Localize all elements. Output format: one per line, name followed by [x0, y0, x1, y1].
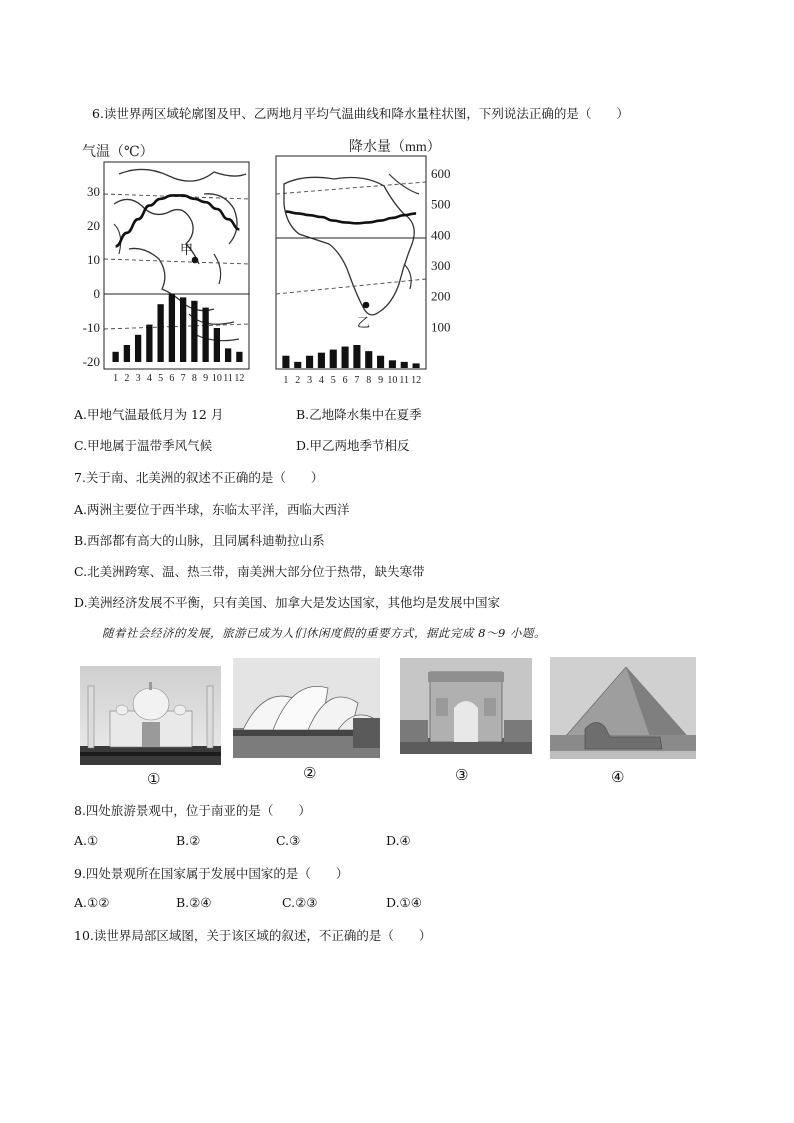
temp-bar — [236, 352, 242, 362]
left-month-label: 11 — [223, 373, 233, 384]
right-month-label: 8 — [366, 375, 372, 386]
left-month-label: 3 — [135, 373, 141, 384]
left-month-label: 5 — [158, 373, 164, 384]
left-month-label: 4 — [146, 373, 152, 384]
right-axis-title: 降水量（mm） — [349, 140, 441, 155]
precip-bar — [365, 351, 372, 368]
temp-tick-label: -20 — [82, 354, 100, 369]
photo-sydney-opera-house — [233, 658, 380, 758]
precip-bar — [377, 356, 384, 368]
temp-bar — [169, 294, 175, 362]
q6-option-a[interactable]: A.甲地气温最低月为 12 月 — [74, 407, 224, 422]
temp-bar — [124, 345, 130, 362]
q7-option-d[interactable]: D.美洲经济发展不平衡，只有美国、加拿大是发达国家，其他均是发展中国家 — [74, 595, 501, 610]
q6-option-b[interactable]: B.乙地降水集中在夏季 — [296, 407, 422, 422]
temp-tick-label: 10 — [87, 252, 100, 267]
q9-option-d[interactable]: D.①④ — [386, 895, 422, 910]
left-month-label: 9 — [203, 373, 209, 384]
precip-tick-label: 500 — [431, 196, 451, 212]
temp-bar — [180, 297, 186, 362]
q7-option-a[interactable]: A.两洲主要位于西半球，东临太平洋，西临大西洋 — [74, 502, 350, 517]
label-jia: 甲 — [180, 242, 194, 257]
right-month-label: 12 — [411, 375, 422, 386]
left-month-label: 12 — [234, 373, 245, 384]
precip-tick-label: 100 — [431, 319, 451, 335]
q6-option-c[interactable]: C.甲地属于温带季风气候 — [74, 438, 213, 453]
temp-tick-label: -10 — [82, 320, 100, 335]
temp-bar — [157, 304, 163, 362]
right-month-label: 3 — [307, 375, 313, 386]
yi-point — [363, 302, 370, 309]
q6-stem: 6.读世界两区域轮廓图及甲、乙两地月平均气温曲线和降水量柱状图，下列说法正确的是（ ） — [92, 106, 629, 121]
left-month-labels — [113, 373, 244, 384]
temp-bar — [202, 308, 208, 362]
temp-bar — [191, 301, 197, 362]
right-month-label: 2 — [295, 375, 301, 386]
caption-1: ① — [147, 770, 161, 788]
precip-bar — [282, 356, 289, 368]
right-month-label: 11 — [399, 375, 410, 386]
precip-bar — [330, 350, 337, 368]
right-month-label: 7 — [354, 375, 360, 386]
q8-9-intro: 随着社会经济的发展，旅游已成为人们休闲度假的重要方式，据此完成 8～9 小题。 — [102, 626, 546, 640]
precip-bar — [318, 353, 325, 368]
temp-tick-label: 0 — [93, 286, 100, 301]
q6-option-d[interactable]: D.甲乙两地季节相反 — [296, 438, 410, 453]
photo-pyramid-sphinx — [550, 657, 696, 759]
right-month-label: 6 — [342, 375, 348, 386]
temp-bar — [214, 328, 220, 362]
q9-option-b[interactable]: B.②④ — [176, 895, 212, 910]
left-month-label: 10 — [211, 373, 222, 384]
q10-stem: 10.读世界局部区域图，关于该区域的叙述，不正确的是（ ） — [74, 928, 432, 943]
right-map-panel — [276, 156, 426, 369]
left-map-panel — [104, 162, 249, 369]
photo-taj-mahal — [80, 666, 221, 765]
q8-option-c[interactable]: C.③ — [276, 833, 301, 848]
left-month-label: 1 — [113, 373, 119, 384]
left-axis-title: 气温（℃） — [82, 145, 154, 160]
q9-stem: 9.四处景观所在国家属于发展中国家的是（ ） — [74, 866, 349, 881]
label-yi: 乙 — [357, 315, 371, 330]
q9-option-c[interactable]: C.②③ — [282, 895, 318, 910]
temp-axis — [83, 184, 100, 369]
q7-option-b[interactable]: B.西部都有高大的山脉，且同属科迪勒拉山系 — [74, 533, 325, 548]
precip-tick-label: 400 — [431, 227, 451, 243]
temp-bar — [135, 335, 141, 362]
precip-bar — [401, 362, 408, 368]
right-month-label: 9 — [378, 375, 384, 386]
photo-arc-de-triomphe — [400, 658, 532, 754]
q7-stem: 7.关于南、北美洲的叙述不正确的是（ ） — [74, 470, 324, 485]
right-month-labels — [283, 375, 421, 386]
q9-option-a[interactable]: A.①② — [74, 895, 110, 910]
precip-bar — [413, 363, 420, 368]
left-month-label: 6 — [169, 373, 175, 384]
caption-4: ④ — [611, 768, 625, 786]
precip-bar — [353, 345, 360, 368]
precip-tick-label: 300 — [431, 258, 451, 273]
temp-bar — [112, 352, 118, 362]
right-month-label: 5 — [330, 375, 336, 386]
caption-2: ② — [303, 764, 317, 782]
precip-bar — [342, 347, 349, 368]
caption-3: ③ — [455, 766, 469, 784]
left-month-label: 7 — [180, 373, 186, 384]
precip-bar — [389, 360, 396, 368]
temp-bar — [225, 348, 231, 362]
left-month-label: 2 — [124, 373, 130, 384]
right-month-label: 10 — [387, 375, 398, 386]
q7-option-c[interactable]: C.北美洲跨寒、温、热三带，南美洲大部分位于热带，缺失寒带 — [74, 564, 425, 579]
temp-tick-label: 30 — [87, 184, 100, 199]
jia-point — [192, 257, 199, 264]
q8-option-b[interactable]: B.② — [176, 833, 201, 848]
temp-bar — [146, 325, 152, 362]
q8-option-a[interactable]: A.① — [74, 833, 99, 848]
precip-bar — [294, 362, 301, 368]
precip-tick-label: 200 — [431, 288, 451, 304]
temp-tick-label: 20 — [87, 218, 100, 233]
precip-bar — [306, 356, 313, 368]
left-month-label: 8 — [191, 373, 197, 384]
q8-option-d[interactable]: D.④ — [386, 833, 411, 848]
q8-stem: 8.四处旅游景观中，位于南亚的是（ ） — [74, 803, 311, 818]
right-month-label: 4 — [318, 375, 324, 386]
precip-tick-label: 600 — [431, 166, 451, 181]
climate-figure — [74, 134, 464, 386]
right-month-label: 1 — [283, 375, 289, 386]
precip-axis — [431, 166, 451, 334]
